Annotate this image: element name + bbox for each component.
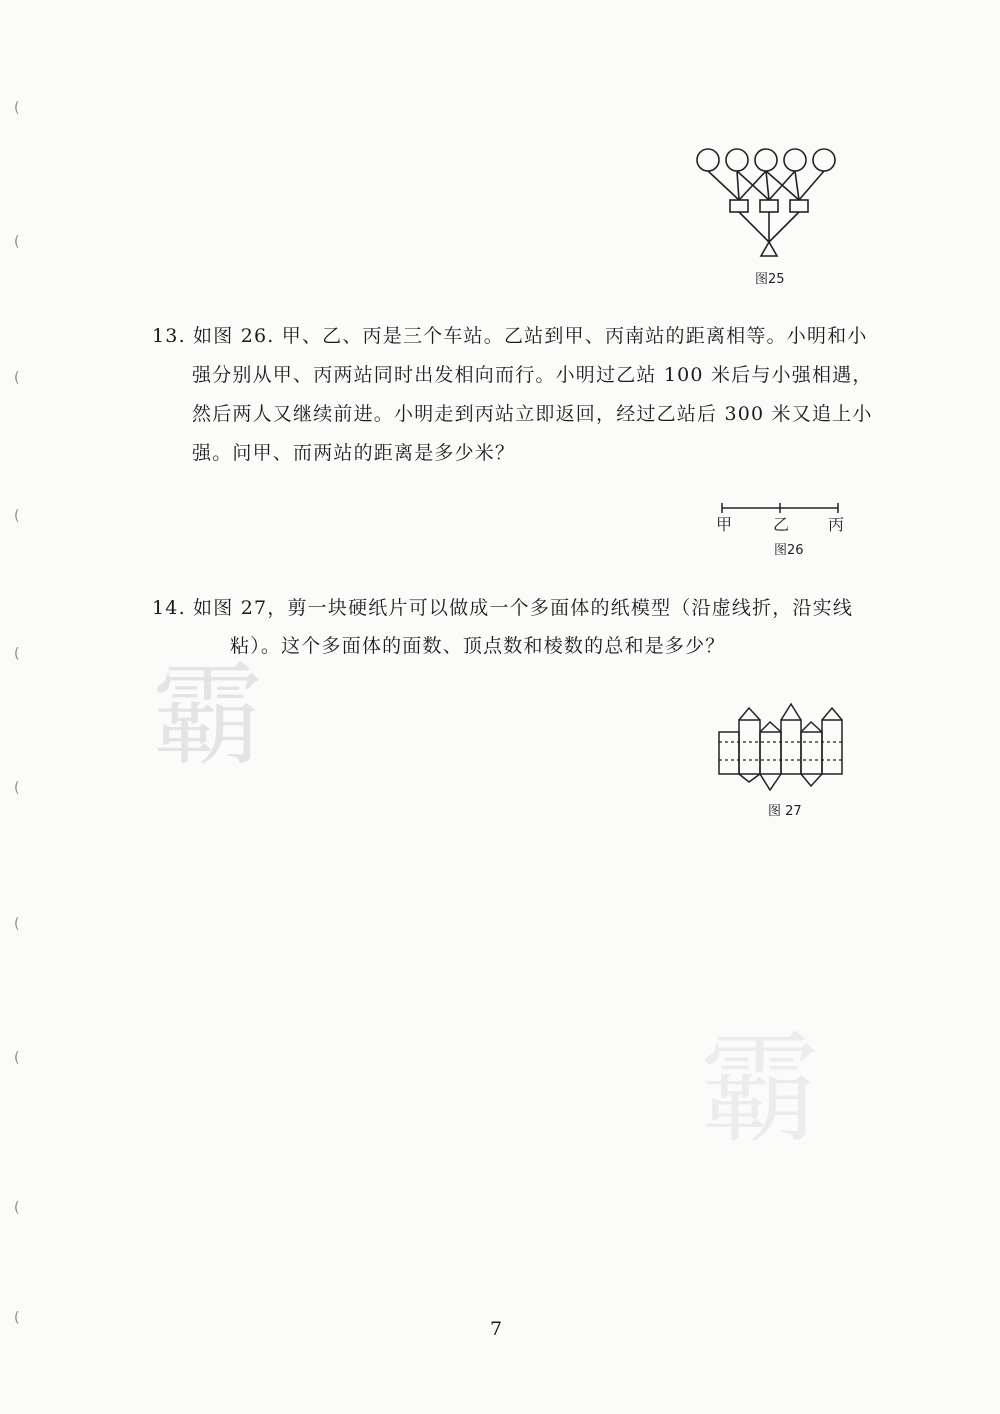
page-number: 7 <box>490 1318 503 1340</box>
watermark-glyph: 霸 <box>152 651 264 781</box>
circle-node <box>813 149 835 171</box>
figure-27-caption: 图 27 <box>768 804 802 819</box>
circle-node <box>697 149 719 171</box>
binder-mark: ( <box>14 646 20 662</box>
binder-mark: ( <box>14 234 20 250</box>
binder-mark: ( <box>14 916 20 932</box>
triangle-node <box>761 242 777 256</box>
station-label-jia: 甲 <box>716 515 733 534</box>
problem-13-line: 然后两人又继续前进。小明走到丙站立即返回，经过乙站后 300 米又追上小 <box>192 403 873 425</box>
problem-14-line: 14. 如图 27，剪一块硬纸片可以做成一个多面体的纸模型（沿虚线折，沿实线 <box>152 597 854 619</box>
square-node <box>760 200 778 212</box>
station-label-yi: 乙 <box>773 515 790 534</box>
binder-mark: ( <box>14 370 20 386</box>
figure-27-net <box>715 700 855 796</box>
figure-26-caption: 图26 <box>774 543 804 558</box>
square-node <box>730 200 748 212</box>
problem-13-line: 强。问甲、而两站的距离是多少米？ <box>192 442 516 464</box>
figure-25-diagram <box>690 140 850 270</box>
circle-node <box>726 149 748 171</box>
binder-mark: ( <box>14 1200 20 1216</box>
binder-mark: ( <box>14 1050 20 1066</box>
station-label-bing: 丙 <box>828 515 845 534</box>
figure-25-caption: 图25 <box>755 272 785 287</box>
watermark-glyph: 霸 <box>700 1020 820 1159</box>
problem-13-line: 强分别从甲、丙两站同时出发相向而行。小明过乙站 100 米后与小强相遇， <box>192 364 873 386</box>
binder-mark: ( <box>14 780 20 796</box>
problem-13-line: 13. 如图 26. 甲、乙、丙是三个车站。乙站到甲、丙南站的距离相等。小明和小 <box>152 325 868 347</box>
square-node <box>790 200 808 212</box>
binder-mark: ( <box>14 100 20 116</box>
binder-mark: ( <box>14 508 20 524</box>
circle-node <box>755 149 777 171</box>
circle-node <box>784 149 806 171</box>
problem-14-line: 粘）。这个多面体的面数、顶点数和棱数的总和是多少？ <box>230 635 726 657</box>
binder-mark: ( <box>14 1310 20 1326</box>
